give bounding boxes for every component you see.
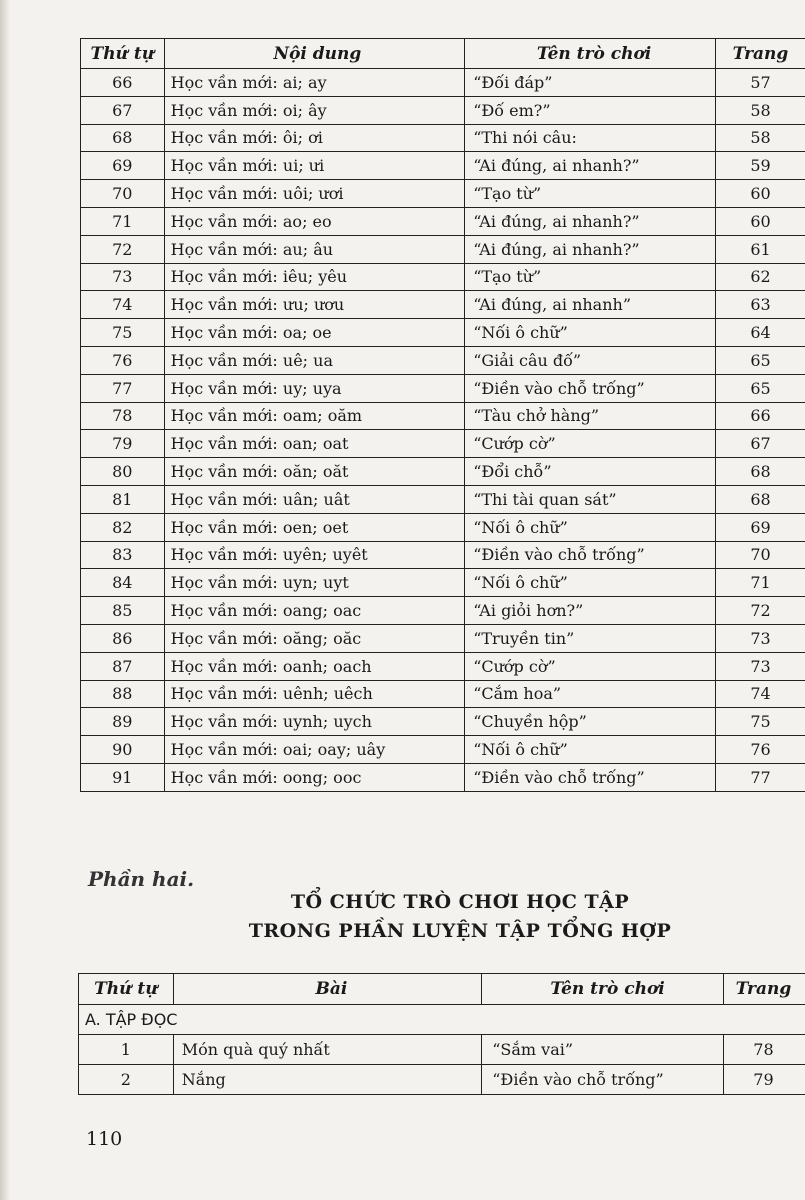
row-content: Học vần mới: uênh; uêch [164, 680, 465, 708]
row-order: 89 [81, 708, 165, 736]
table-row [81, 96, 805, 124]
row-game-name: “Nối ô chữ” [465, 569, 716, 597]
row-page: 57 [715, 69, 805, 97]
row-game-name: “Điền vào chỗ trống” [482, 1065, 724, 1095]
row-page: 60 [715, 207, 805, 235]
row-content: Học vần mới: oanh; oach [164, 652, 465, 680]
row-game-name: “Đối đáp” [465, 69, 716, 97]
section-heading: A. TẬP ĐỌC [79, 1005, 805, 1035]
page-number: 110 [86, 1128, 123, 1150]
table-row [81, 513, 805, 541]
row-order: 75 [81, 319, 165, 347]
table-row [81, 69, 805, 97]
row-order: 88 [81, 680, 165, 708]
table-row [81, 263, 805, 291]
row-page: 73 [715, 652, 805, 680]
row-game-name: “Đổi chỗ” [465, 458, 716, 486]
row-content: Học vần mới: oam; oăm [164, 402, 465, 430]
table-row [81, 291, 805, 319]
row-page: 71 [715, 569, 805, 597]
row-page: 65 [715, 374, 805, 402]
table-row [81, 180, 805, 208]
row-content: Học vần mới: uôi; ươi [164, 180, 465, 208]
row-order: 83 [81, 541, 165, 569]
part-label: Phần hai. [88, 867, 195, 891]
row-content: Học vần mới: uynh; uych [164, 708, 465, 736]
row-order: 77 [81, 374, 165, 402]
row-content: Học vần mới: oen; oet [164, 513, 465, 541]
row-order: 71 [81, 207, 165, 235]
row-page: 58 [715, 96, 805, 124]
header-page: Trang [715, 39, 805, 69]
row-content: Học vần mới: uyn; uyt [164, 569, 465, 597]
row-content: Học vần mới: oa; oe [164, 319, 465, 347]
row-order: 81 [81, 485, 165, 513]
row-content: Học vần mới: oi; ây [164, 96, 465, 124]
row-content: Học vần mới: oăn; oăt [164, 458, 465, 486]
row-order: 67 [81, 96, 165, 124]
table-row [81, 402, 805, 430]
row-content: Học vần mới: ui; ưi [164, 152, 465, 180]
row-page: 76 [715, 736, 805, 764]
table-row [81, 763, 805, 791]
header-game: Tên trò chơi [465, 39, 716, 69]
row-content: Học vần mới: uê; ua [164, 346, 465, 374]
row-game-name: “Ai giỏi hơn?” [465, 597, 716, 625]
table-row [81, 485, 805, 513]
table-row [81, 458, 805, 486]
header-order: Thứ tự [81, 39, 165, 69]
table-row [81, 541, 805, 569]
row-order: 84 [81, 569, 165, 597]
row-content: Học vần mới: uy; uya [164, 374, 465, 402]
table-row [79, 1065, 805, 1095]
row-order: 69 [81, 152, 165, 180]
header-content: Nội dung [164, 39, 465, 69]
row-content: Học vần mới: uyên; uyêt [164, 541, 465, 569]
section-title-line-1: TỔ CHỨC TRÒ CHƠI HỌC TẬP [290, 891, 630, 913]
row-page: 58 [715, 124, 805, 152]
table-row [81, 207, 805, 235]
row-order: 86 [81, 624, 165, 652]
row-game-name: “Cướp cờ” [465, 430, 716, 458]
table-row [81, 708, 805, 736]
table-header-row [81, 39, 805, 69]
row-content: Học vần mới: oong; ooc [164, 763, 465, 791]
table-row [81, 736, 805, 764]
row-content: Học vần mới: ưu; ươu [164, 291, 465, 319]
row-game-name: “Ai đúng, ai nhanh?” [465, 152, 716, 180]
row-order: 76 [81, 346, 165, 374]
header-page: Trang [723, 974, 805, 1005]
row-page: 67 [715, 430, 805, 458]
row-game-name: “Ai đúng, ai nhanh” [465, 291, 716, 319]
row-content: Học vần mới: ao; eo [164, 207, 465, 235]
row-game-name: “Thi tài quan sát” [465, 485, 716, 513]
row-order: 2 [79, 1065, 174, 1095]
row-order: 87 [81, 652, 165, 680]
table-row [81, 652, 805, 680]
row-order: 85 [81, 597, 165, 625]
row-content: Học vần mới: oai; oay; uây [164, 736, 465, 764]
row-content: Học vần mới: oang; oac [164, 597, 465, 625]
row-order: 74 [81, 291, 165, 319]
row-order: 80 [81, 458, 165, 486]
row-order: 90 [81, 736, 165, 764]
page-binding-shadow [0, 0, 10, 1200]
table-row [81, 430, 805, 458]
row-order: 68 [81, 124, 165, 152]
row-page: 74 [715, 680, 805, 708]
row-order: 72 [81, 235, 165, 263]
table-row [81, 346, 805, 374]
row-game-name: “Điền vào chỗ trống” [465, 374, 716, 402]
row-order: 1 [79, 1035, 174, 1065]
row-page: 61 [715, 235, 805, 263]
row-game-name: “Tạo từ” [465, 180, 716, 208]
row-order: 70 [81, 180, 165, 208]
row-order: 82 [81, 513, 165, 541]
table-row [79, 1035, 805, 1065]
row-page: 63 [715, 291, 805, 319]
row-page: 72 [715, 597, 805, 625]
table-body [81, 69, 805, 792]
row-game-name: “Sắm vai” [482, 1035, 724, 1065]
header-game: Tên trò chơi [482, 974, 724, 1005]
row-content: Học vần mới: oăng; oăc [164, 624, 465, 652]
row-game-name: “Nối ô chữ” [465, 736, 716, 764]
section-title-line-2: TRONG PHẦN LUYỆN TẬP TỔNG HỢP [248, 920, 672, 942]
table-row [81, 624, 805, 652]
section-row [79, 1005, 805, 1035]
table-row [81, 319, 805, 347]
row-game-name: “Điền vào chỗ trống” [465, 541, 716, 569]
row-game-name: “Tạo từ” [465, 263, 716, 291]
row-page: 68 [715, 485, 805, 513]
row-game-name: “Chuyền hộp” [465, 708, 716, 736]
row-page: 79 [723, 1065, 805, 1095]
row-content: Học vần mới: au; âu [164, 235, 465, 263]
row-content: Học vần mới: uân; uât [164, 485, 465, 513]
row-content: Học vần mới: ôi; ơi [164, 124, 465, 152]
row-lesson: Món quà quý nhất [173, 1035, 482, 1065]
table-row [81, 569, 805, 597]
row-page: 69 [715, 513, 805, 541]
row-game-name: “Ai đúng, ai nhanh?” [465, 235, 716, 263]
row-page: 66 [715, 402, 805, 430]
table-row [81, 374, 805, 402]
row-page: 75 [715, 708, 805, 736]
row-game-name: “Đố em?” [465, 96, 716, 124]
practice-games-table [78, 973, 805, 1095]
row-game-name: “Nối ô chữ” [465, 319, 716, 347]
row-page: 62 [715, 263, 805, 291]
table-row [81, 597, 805, 625]
row-order: 79 [81, 430, 165, 458]
table-header-row [79, 974, 805, 1005]
row-page: 77 [715, 763, 805, 791]
table-row [81, 680, 805, 708]
table-row [81, 124, 805, 152]
row-order: 73 [81, 263, 165, 291]
row-content: Học vần mới: ai; ay [164, 69, 465, 97]
row-content: Học vần mới: iêu; yêu [164, 263, 465, 291]
row-lesson: Nắng [173, 1065, 482, 1095]
table-row [81, 235, 805, 263]
row-page: 70 [715, 541, 805, 569]
header-order: Thứ tự [79, 974, 174, 1005]
row-game-name: “Cắm hoa” [465, 680, 716, 708]
row-page: 73 [715, 624, 805, 652]
row-order: 91 [81, 763, 165, 791]
row-page: 78 [723, 1035, 805, 1065]
row-game-name: “Nối ô chữ” [465, 513, 716, 541]
row-page: 60 [715, 180, 805, 208]
row-page: 68 [715, 458, 805, 486]
row-page: 64 [715, 319, 805, 347]
row-order: 78 [81, 402, 165, 430]
row-game-name: “Thi nói câu: [465, 124, 716, 152]
row-game-name: “Truyền tin” [465, 624, 716, 652]
header-lesson: Bài [173, 974, 482, 1005]
table-body [79, 1005, 805, 1095]
table-row [81, 152, 805, 180]
games-table [80, 38, 805, 792]
row-page: 65 [715, 346, 805, 374]
row-game-name: “Giải câu đố” [465, 346, 716, 374]
row-order: 66 [81, 69, 165, 97]
row-game-name: “Ai đúng, ai nhanh?” [465, 207, 716, 235]
row-game-name: “Điền vào chỗ trống” [465, 763, 716, 791]
row-game-name: “Cướp cờ” [465, 652, 716, 680]
row-game-name: “Tàu chở hàng” [465, 402, 716, 430]
row-content: Học vần mới: oan; oat [164, 430, 465, 458]
row-page: 59 [715, 152, 805, 180]
